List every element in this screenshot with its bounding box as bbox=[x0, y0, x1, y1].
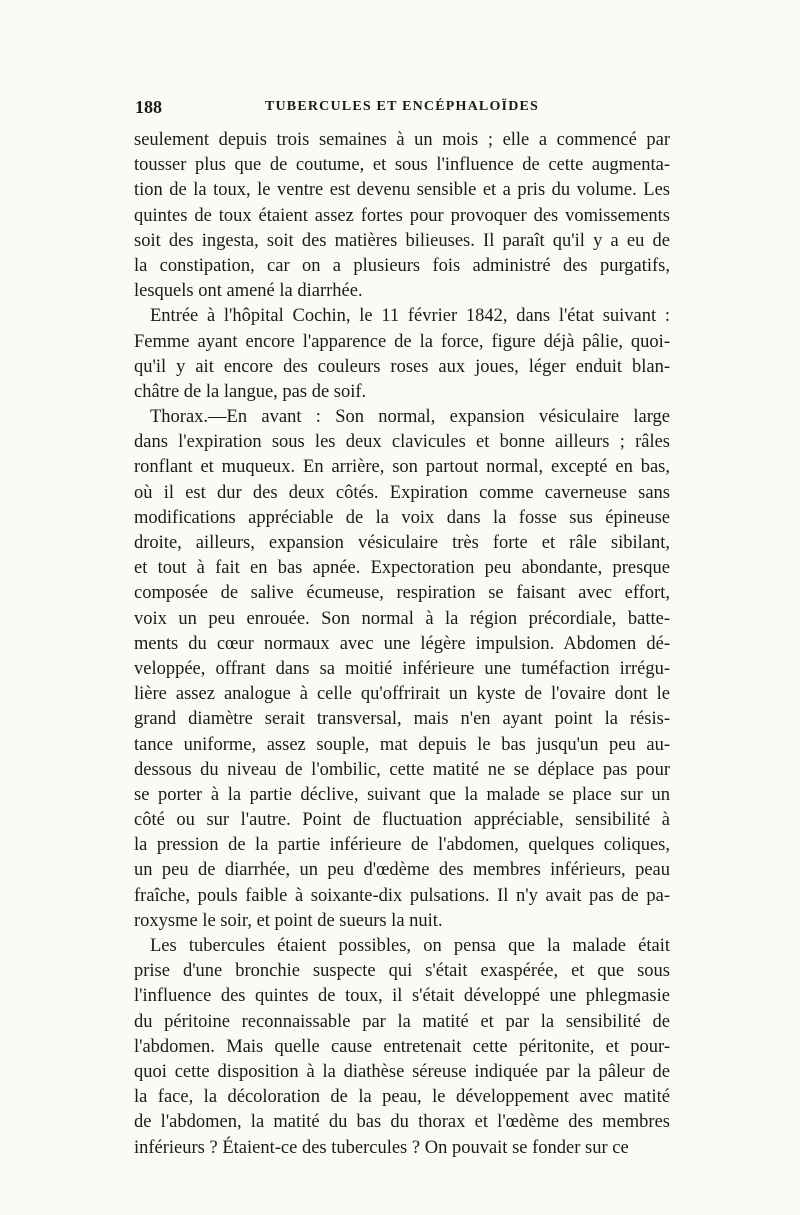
text-line: ments du cœur normaux avec une légère impulsion. Abdomen dé- bbox=[134, 633, 670, 654]
text-line: Thorax.—En avant : Son normal, expansion vésiculaire large bbox=[150, 407, 670, 428]
running-title: TUBERCULES ET ENCÉPHALOÏDES bbox=[264, 99, 540, 114]
text-line: châtre de la langue, pas de soif. bbox=[134, 381, 367, 402]
text-line: quintes de toux étaient assez fortes pour provoquer des vomissements bbox=[134, 205, 670, 226]
text-line: l'influence des quintes de toux, il s'était développé une phlegmasie bbox=[134, 986, 670, 1007]
text-line: Les tubercules étaient possibles, on pensa que la malade était bbox=[150, 936, 670, 956]
text-line: inférieurs ? Étaient-ce des tubercules ? On pouvait se fonder sur ce bbox=[134, 1137, 629, 1158]
text-line: se porter à la partie déclive, suivant que la malade se place sur un bbox=[134, 784, 670, 805]
text-line: la face, la décoloration de la peau, le développement avec matité bbox=[134, 1087, 670, 1108]
page-header bbox=[132, 97, 672, 121]
text-line: tion de la toux, le ventre est devenu sensible et a pris du volume. Les bbox=[134, 180, 670, 201]
body-text bbox=[134, 128, 670, 1161]
text-line: lière assez analogue à celle qu'offrirait un kyste de l'ovaire dont le bbox=[134, 684, 670, 705]
text-line: seulement depuis trois semaines à un mois ; elle a commencé par bbox=[134, 130, 670, 150]
text-line: Entrée à l'hôpital Cochin, le 11 février 1842, dans l'état suivant : bbox=[150, 306, 670, 327]
text-line: roxysme le soir, et point de sueurs la nuit. bbox=[134, 910, 443, 931]
text-line: ronflant et muqueux. En arrière, son partout normal, excepté en bas, bbox=[134, 457, 670, 478]
text-line: du péritoine reconnaissable par la matité et par la sensibilité de bbox=[134, 1011, 670, 1032]
text-line: dans l'expiration sous les deux clavicules et bonne ailleurs ; râles bbox=[134, 432, 670, 453]
paragraph bbox=[134, 934, 670, 1161]
text-line: fraîche, pouls faible à soixante-dix pulsations. Il n'y avait pas de pa- bbox=[134, 885, 670, 906]
text-line: droite, ailleurs, expansion vésiculaire très forte et râle sibilant, bbox=[134, 533, 670, 553]
text-line: la pression de la partie inférieure de l'abdomen, quelques coliques, bbox=[134, 835, 670, 856]
text-line: soit des ingesta, soit des matières bilieuses. Il paraît qu'il y a eu de bbox=[134, 230, 670, 251]
text-line: composée de salive écumeuse, respiration se faisant avec effort, bbox=[134, 583, 670, 604]
text-line: Femme ayant encore l'apparence de la force, figure déjà pâlie, quoi- bbox=[134, 331, 670, 352]
text-line: veloppée, offrant dans sa moitié inférieure une tuméfaction irrégu- bbox=[134, 658, 670, 679]
text-line: dessous du niveau de l'ombilic, cette matité ne se déplace pas pour bbox=[134, 759, 670, 780]
text-line: grand diamètre serait transversal, mais n'en ayant point la résis- bbox=[134, 709, 670, 730]
paragraph bbox=[134, 304, 670, 405]
text-line: quoi cette disposition à la diathèse séreuse indiquée par la pâleur de bbox=[134, 1061, 670, 1082]
text-line: où il est dur des deux côtés. Expiration comme caverneuse sans bbox=[134, 482, 670, 503]
paragraph bbox=[134, 128, 670, 304]
text-line: la constipation, car on a plusieurs fois administré des purgatifs, bbox=[134, 255, 670, 276]
text-line: prise d'une bronchie suspecte qui s'était exaspérée, et que sous bbox=[134, 961, 670, 982]
text-line: côté ou sur l'autre. Point de fluctuation appréciable, sensibilité à bbox=[134, 810, 670, 831]
text-line: l'abdomen. Mais quelle cause entretenait cette péritonite, et pour- bbox=[134, 1036, 670, 1057]
paragraph bbox=[134, 405, 670, 934]
page-number: 188 bbox=[135, 97, 162, 117]
text-line: de l'abdomen, la matité du bas du thorax et l'œdème des membres bbox=[134, 1112, 670, 1133]
text-line: modifications appréciable de la voix dans la fosse sus épineuse bbox=[134, 507, 670, 528]
text-line: qu'il y ait encore des couleurs roses aux joues, léger enduit blan- bbox=[134, 356, 670, 377]
text-line: un peu de diarrhée, un peu d'œdème des membres inférieurs, peau bbox=[134, 860, 670, 881]
text-line: et tout à fait en bas apnée. Expectoration peu abondante, presque bbox=[134, 558, 670, 579]
text-line: tousser plus que de coutume, et sous l'influence de cette augmenta- bbox=[134, 155, 670, 176]
text-line: lesquels ont amené la diarrhée. bbox=[134, 281, 363, 302]
text-line: voix un peu enrouée. Son normal à la région précordiale, batte- bbox=[134, 608, 670, 629]
text-line: tance uniforme, assez souple, mat depuis le bas jusqu'un peu au- bbox=[134, 734, 670, 755]
